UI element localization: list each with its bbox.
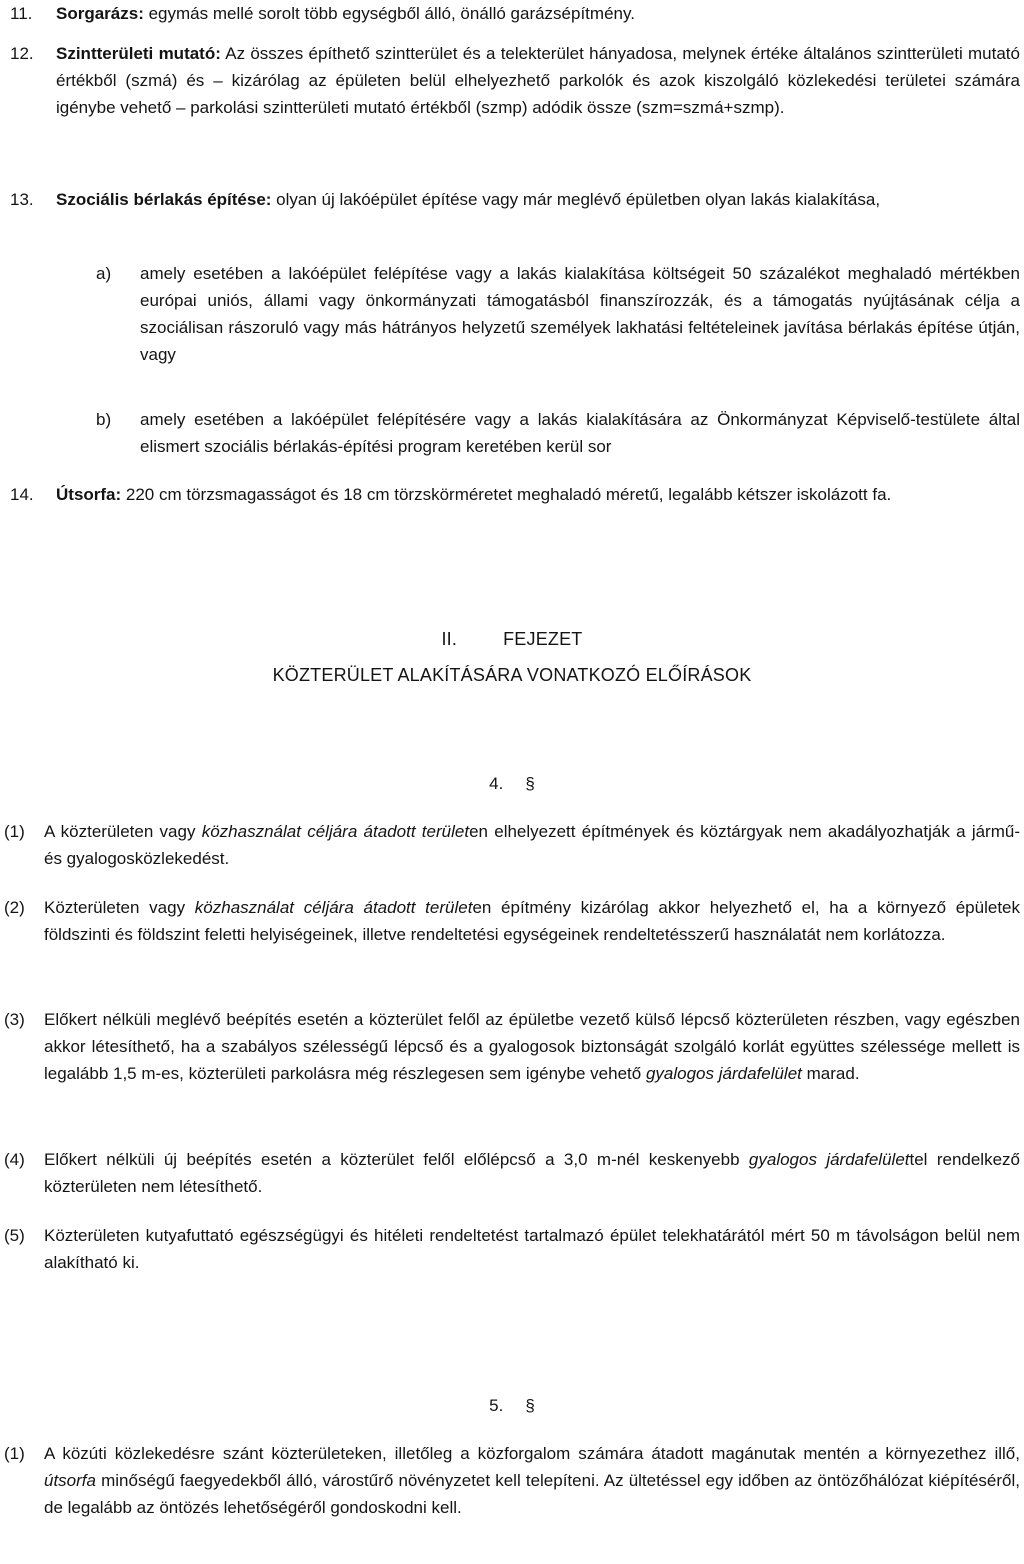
- paragraph-text: A közterületen vagy közhasználat céljára átadott területen elhelyezett építmények és köztárgyak nem akadályozhatják a jármű- és gyalogosközlekedést.: [44, 822, 1020, 868]
- paragraph-number: (3): [4, 1010, 25, 1029]
- paragraph-number: (5): [4, 1226, 25, 1245]
- paragraph-number: (4): [4, 1150, 25, 1169]
- item-text: Sorgarázs: egymás mellé sorolt több egységből álló, önálló garázsépítmény.: [56, 4, 635, 23]
- item-term: Szintterületi mutató:: [56, 44, 221, 63]
- sub-item-text: amely esetében a lakóépület felépítése vagy a lakás kialakítása költségeit 50 százalékot meghaladó mértékben európai uniós, állami vagy önkormányzati támogatásból finanszírozzák, és a támogatás nyújtásának célja a szociálisan rászoruló vagy más hátrányos helyzetű személyek lakhatási feltételeinek javítása bérlakás építése útján, vagy: [140, 264, 1020, 364]
- sub-item-label: a): [96, 264, 112, 283]
- paragraph-text: Előkert nélküli meglévő beépítés esetén a közterület felől az épületbe vezető külső lépcső közterületen részben, vagy egészben akkor létesíthető, ha a szabályos szélességű lépcső és a gyalogosok biztonságát szolgáló korlát együttes szélessége mellett is legalább 1,5 m-es, közterületi parkolásra még részlegesen sem igénybe vehető gyalogos járdafelület marad.: [44, 1010, 1020, 1083]
- item-number: 13.: [10, 190, 34, 209]
- section-number: 5.: [489, 1396, 504, 1415]
- item-text: Szintterületi mutató: Az összes építhető szintterület és a telekterület hányadosa, melynek értéke általános szintterületi mutató értékből (szmá) és – kizárólag az épületen belül elhelyezhető parkolók és azok kiszolgáló közlekedési területei számára igénybe vehető – parkolási szintterületi mutató értékből (szmp) adódik össze (szm=szmá+szmp).: [56, 44, 1020, 117]
- chapter-word: FEJEZET: [503, 629, 583, 649]
- item-number: 14.: [10, 485, 34, 504]
- chapter-title: KÖZTERÜLET ALAKÍTÁSÁRA VONATKOZÓ ELŐÍRÁSOK: [272, 665, 752, 685]
- paragraph-text: Előkert nélküli új beépítés esetén a közterület felől előlépcső a 3,0 m-nél keskenyebb gyalogos járdafelülettel rendelkező közterületen nem létesíthető.: [44, 1150, 1020, 1196]
- paragraph-text: Közterületen vagy közhasználat céljára átadott területen építmény kizárólag akkor helyezhető el, ha a környező épületek földszinti és földszint feletti helyiségeinek, illetve rendeltetési egységeinek rendeltetésszerű használatát nem korlátozza.: [44, 898, 1021, 944]
- item-text: Szociális bérlakás építése: olyan új lakóépület építése vagy már meglévő épületben olyan lakás kialakítása,: [56, 190, 881, 209]
- item-number: 11.: [10, 4, 33, 23]
- chapter-number: II.: [441, 629, 458, 649]
- item-term: Útsorfa:: [56, 485, 122, 504]
- paragraph-text: A közúti közlekedésre szánt közterületeken, illetőleg a közforgalom számára átadott magánutak mentén a környezethez illő, útsorfa minőségű faegyedekből álló, várostűrő növényzetet kell telepíteni. Az ültetéssel egy időben az öntözőhálózat kiépítéséről, de legalább az öntözés lehetőségéről gondoskodni kell.: [44, 1444, 1020, 1517]
- section-number: 4.: [489, 774, 504, 793]
- paragraph-number: (2): [4, 898, 25, 917]
- sub-item-text: amely esetében a lakóépület felépítésére vagy a lakás kialakítására az Önkormányzat Képviselő-testülete által elismert szociális bérlakás-építési program keretében kerül sor: [140, 410, 1020, 456]
- item-term: Sorgarázs:: [56, 4, 144, 23]
- section-heading: [0, 770, 1024, 797]
- section-heading: [0, 1392, 1024, 1419]
- paragraph-number: (1): [4, 1444, 25, 1463]
- section-symbol: §: [525, 774, 535, 793]
- sub-item-label: b): [96, 410, 112, 429]
- paragraph-number: (1): [4, 822, 25, 841]
- item-text: Útsorfa: 220 cm törzsmagasságot és 18 cm törzskörméretet meghaladó méretű, legalább kétszer iskolázott fa.: [56, 485, 892, 504]
- chapter-heading: [0, 626, 1024, 653]
- paragraph-text: Közterületen kutyafuttató egészségügyi és hitéleti rendeltetést tartalmazó épület telekhatárától mért 50 m távolságon belül nem alakítható ki.: [44, 1226, 1020, 1272]
- section-symbol: §: [525, 1396, 535, 1415]
- item-number: 12.: [10, 44, 34, 63]
- item-term: Szociális bérlakás építése:: [56, 190, 272, 209]
